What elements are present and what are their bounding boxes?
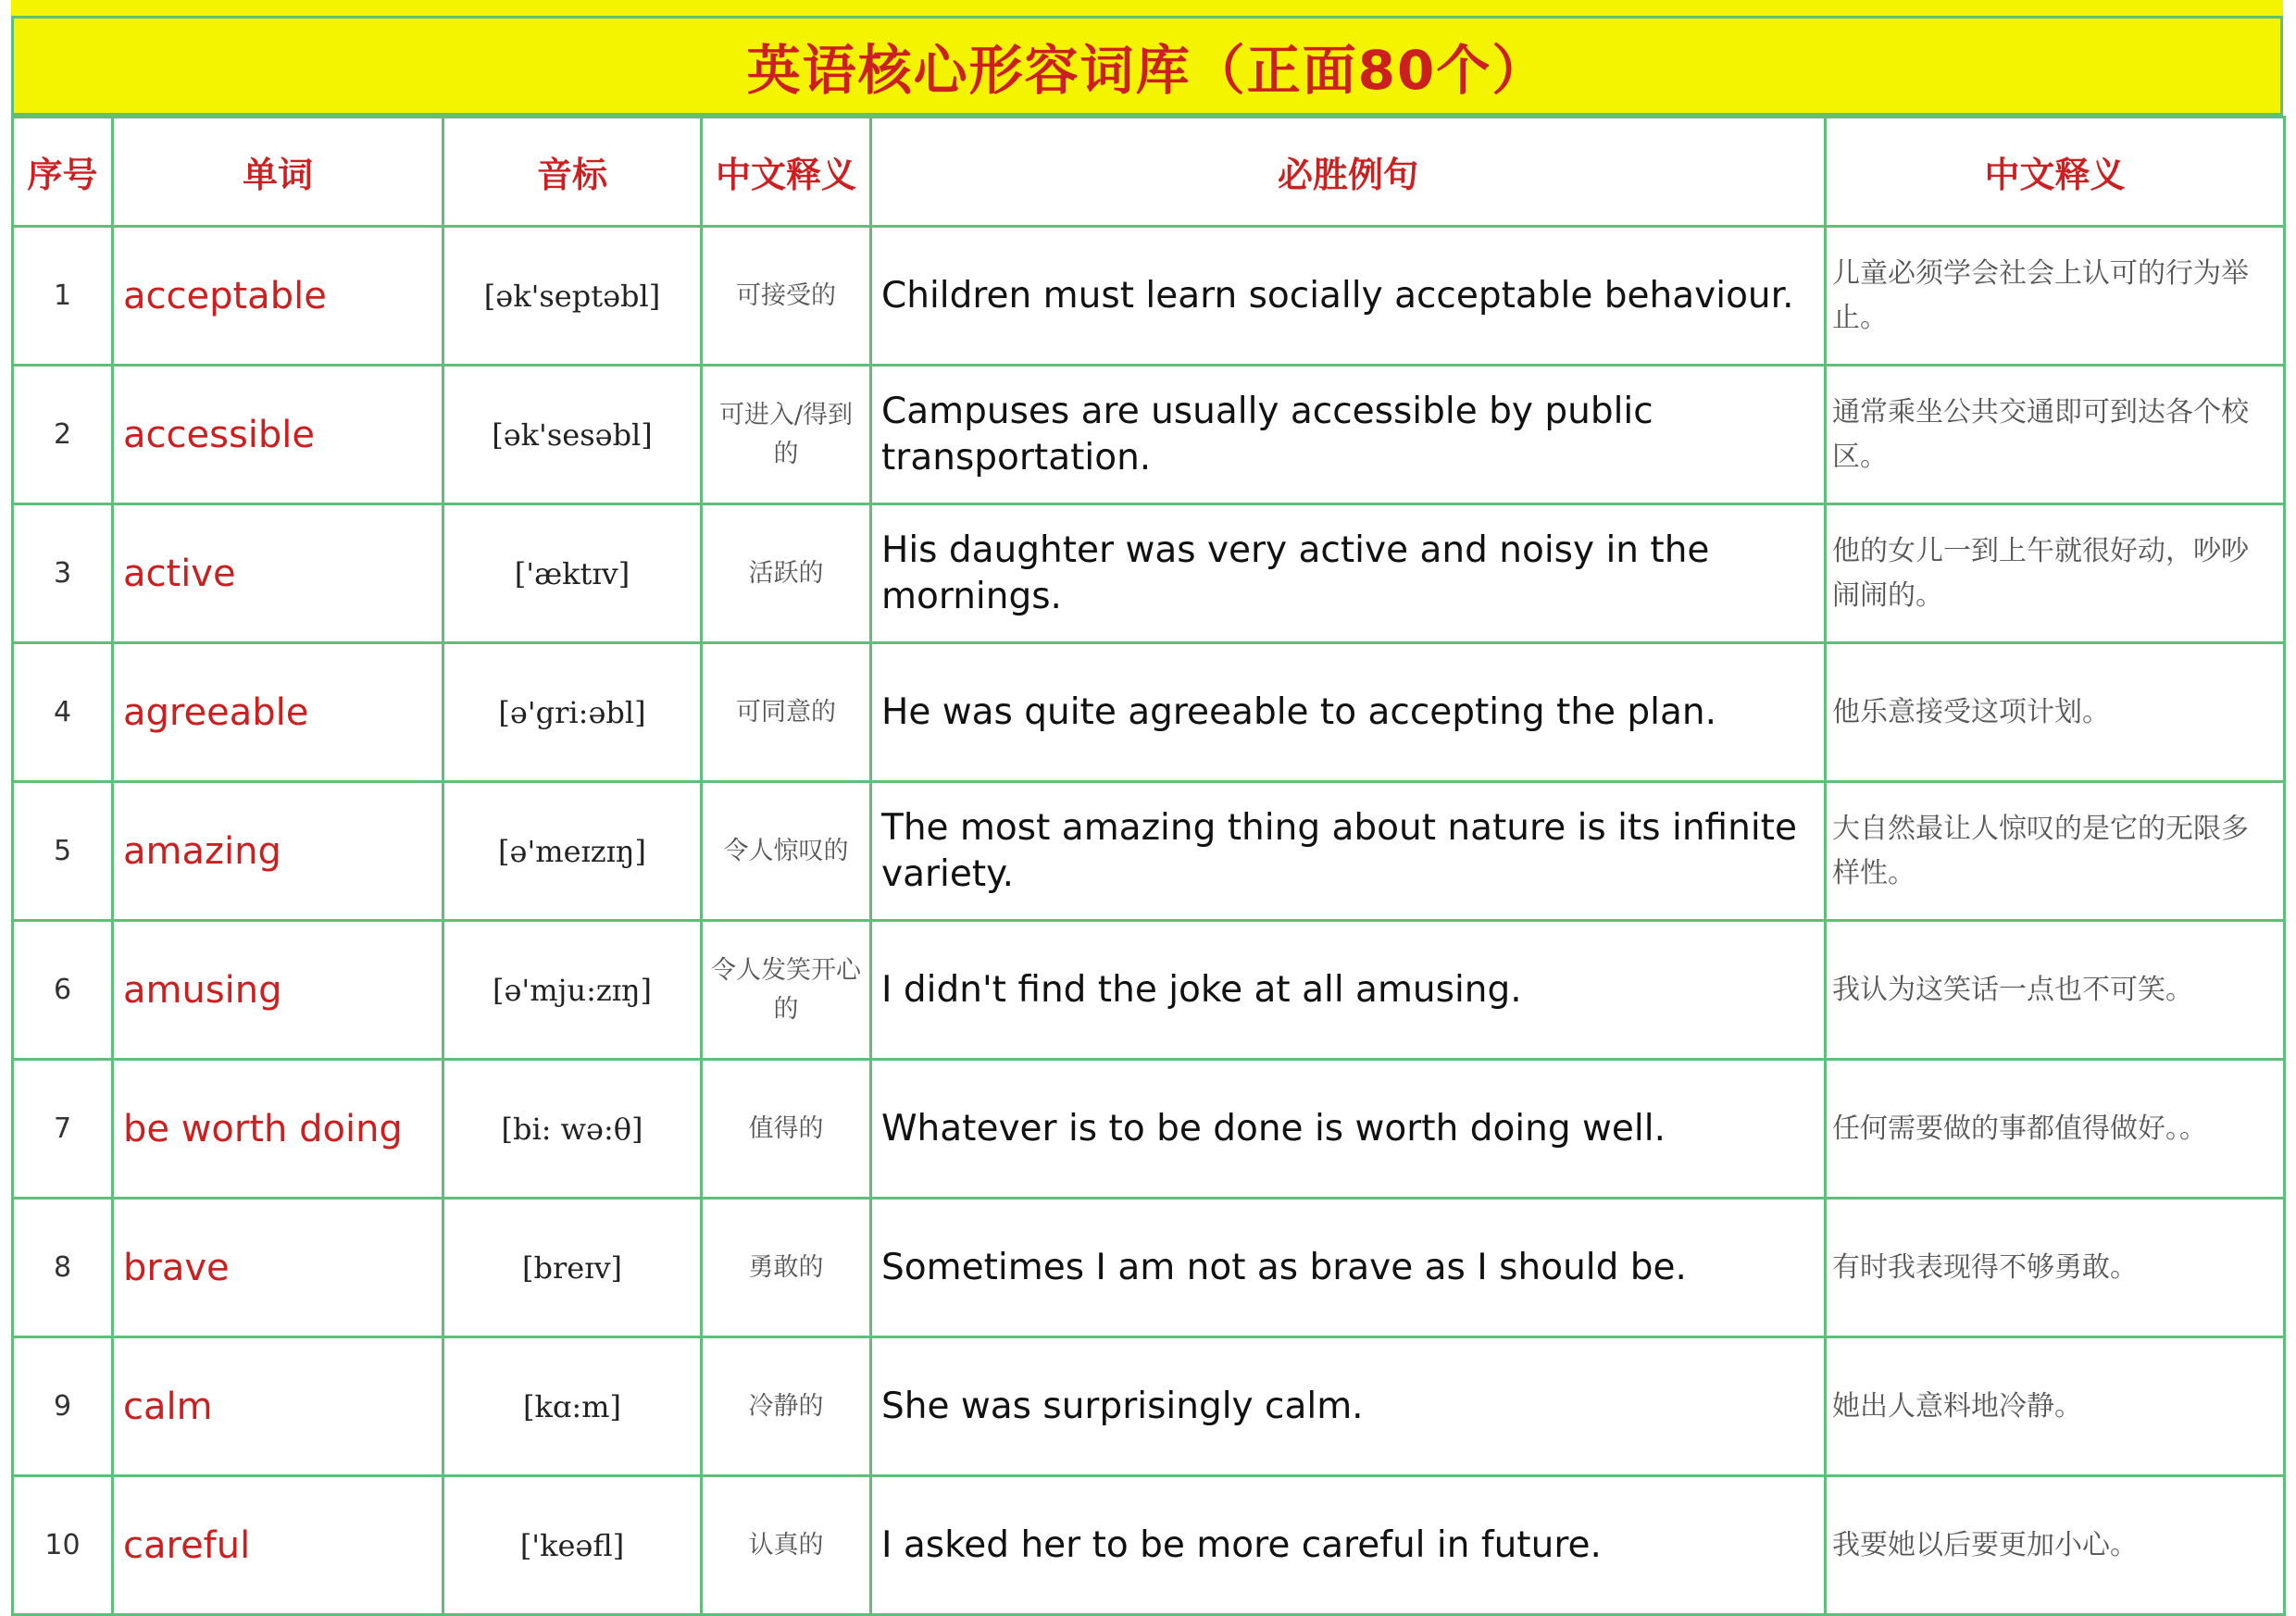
row-num: 3 [13,504,113,643]
row-ipa: [breɪv] [443,1199,702,1337]
table-row [13,1199,2285,1337]
row-ipa: [ək'septəbl] [443,227,702,366]
row-example: Whatever is to be done is worth doing well. [871,1060,1826,1199]
row-num: 8 [13,1199,113,1337]
row-ipa: ['æktɪv] [443,504,702,643]
top-yellow-strip [11,0,2283,19]
table-row [13,366,2285,504]
row-cn: 可进入/得到的 [702,366,871,504]
row-example: Sometimes I am not as brave as I should be. [871,1199,1826,1337]
row-example-cn: 我认为这笑话一点也不可笑。 [1826,921,2285,1060]
row-word: calm [113,1337,443,1476]
table-row [13,921,2285,1060]
row-cn: 活跃的 [702,504,871,643]
header-ipa: 音标 [443,118,702,227]
row-word: brave [113,1199,443,1337]
row-cn: 可同意的 [702,643,871,782]
table-row [13,1060,2285,1199]
row-ipa: ['keəfl] [443,1476,702,1615]
row-num: 9 [13,1337,113,1476]
page-title: 英语核心形容词库（正面80个） [746,39,1548,102]
row-example-cn: 我要她以后要更加小心。 [1826,1476,2285,1615]
header-word: 单词 [113,118,443,227]
header-example-cn: 中文释义 [1826,118,2285,227]
row-num: 7 [13,1060,113,1199]
row-example: His daughter was very active and noisy in the mornings. [871,504,1826,643]
row-cn: 令人惊叹的 [702,782,871,921]
row-example: Children must learn socially acceptable behaviour. [871,227,1826,366]
row-ipa: [ə'meɪzɪŋ] [443,782,702,921]
title-bar [11,19,2283,116]
row-num: 5 [13,782,113,921]
row-example: She was surprisingly calm. [871,1337,1826,1476]
row-example: He was quite agreeable to accepting the plan. [871,643,1826,782]
row-example: I didn't find the joke at all amusing. [871,921,1826,1060]
row-ipa: [ə'mju:zɪŋ] [443,921,702,1060]
row-example-cn: 他乐意接受这项计划。 [1826,643,2285,782]
vocabulary-sheet [11,0,2283,1599]
row-num: 1 [13,227,113,366]
row-word: active [113,504,443,643]
row-ipa: [ə'gri:əbl] [443,643,702,782]
row-word: amusing [113,921,443,1060]
header-cn: 中文释义 [702,118,871,227]
row-num: 10 [13,1476,113,1615]
row-example: I asked her to be more careful in future. [871,1476,1826,1615]
row-example-cn: 有时我表现得不够勇敢。 [1826,1199,2285,1337]
row-cn: 令人发笑开心的 [702,921,871,1060]
row-num: 4 [13,643,113,782]
row-ipa: [ək'sesəbl] [443,366,702,504]
row-example: Campuses are usually accessible by public transportation. [871,366,1826,504]
table-row [13,1476,2285,1615]
row-example-cn: 他的女儿一到上午就很好动，吵吵闹闹的。 [1826,504,2285,643]
row-num: 2 [13,366,113,504]
header-example: 必胜例句 [871,118,1826,227]
row-example-cn: 任何需要做的事都值得做好。。 [1826,1060,2285,1199]
row-example-cn: 儿童必须学会社会上认可的行为举止。 [1826,227,2285,366]
row-word: agreeable [113,643,443,782]
row-ipa: [kɑ:m] [443,1337,702,1476]
row-example-cn: 大自然最让人惊叹的是它的无限多样性。 [1826,782,2285,921]
row-cn: 值得的 [702,1060,871,1199]
row-word: careful [113,1476,443,1615]
row-cn: 冷静的 [702,1337,871,1476]
table-row [13,643,2285,782]
row-word: acceptable [113,227,443,366]
row-cn: 认真的 [702,1476,871,1615]
row-example-cn: 通常乘坐公共交通即可到达各个校区。 [1826,366,2285,504]
table-row [13,782,2285,921]
row-example-cn: 她出人意料地冷静。 [1826,1337,2285,1476]
row-cn: 可接受的 [702,227,871,366]
row-cn: 勇敢的 [702,1199,871,1337]
vocabulary-table [11,116,2286,1616]
row-num: 6 [13,921,113,1060]
table-row [13,227,2285,366]
row-word: accessible [113,366,443,504]
row-word: be worth doing [113,1060,443,1199]
header-num: 序号 [13,118,113,227]
header-row [13,118,2285,227]
row-word: amazing [113,782,443,921]
table-row [13,1337,2285,1476]
table-row [13,504,2285,643]
row-example: The most amazing thing about nature is its infinite variety. [871,782,1826,921]
row-ipa: [bi: wə:θ] [443,1060,702,1199]
